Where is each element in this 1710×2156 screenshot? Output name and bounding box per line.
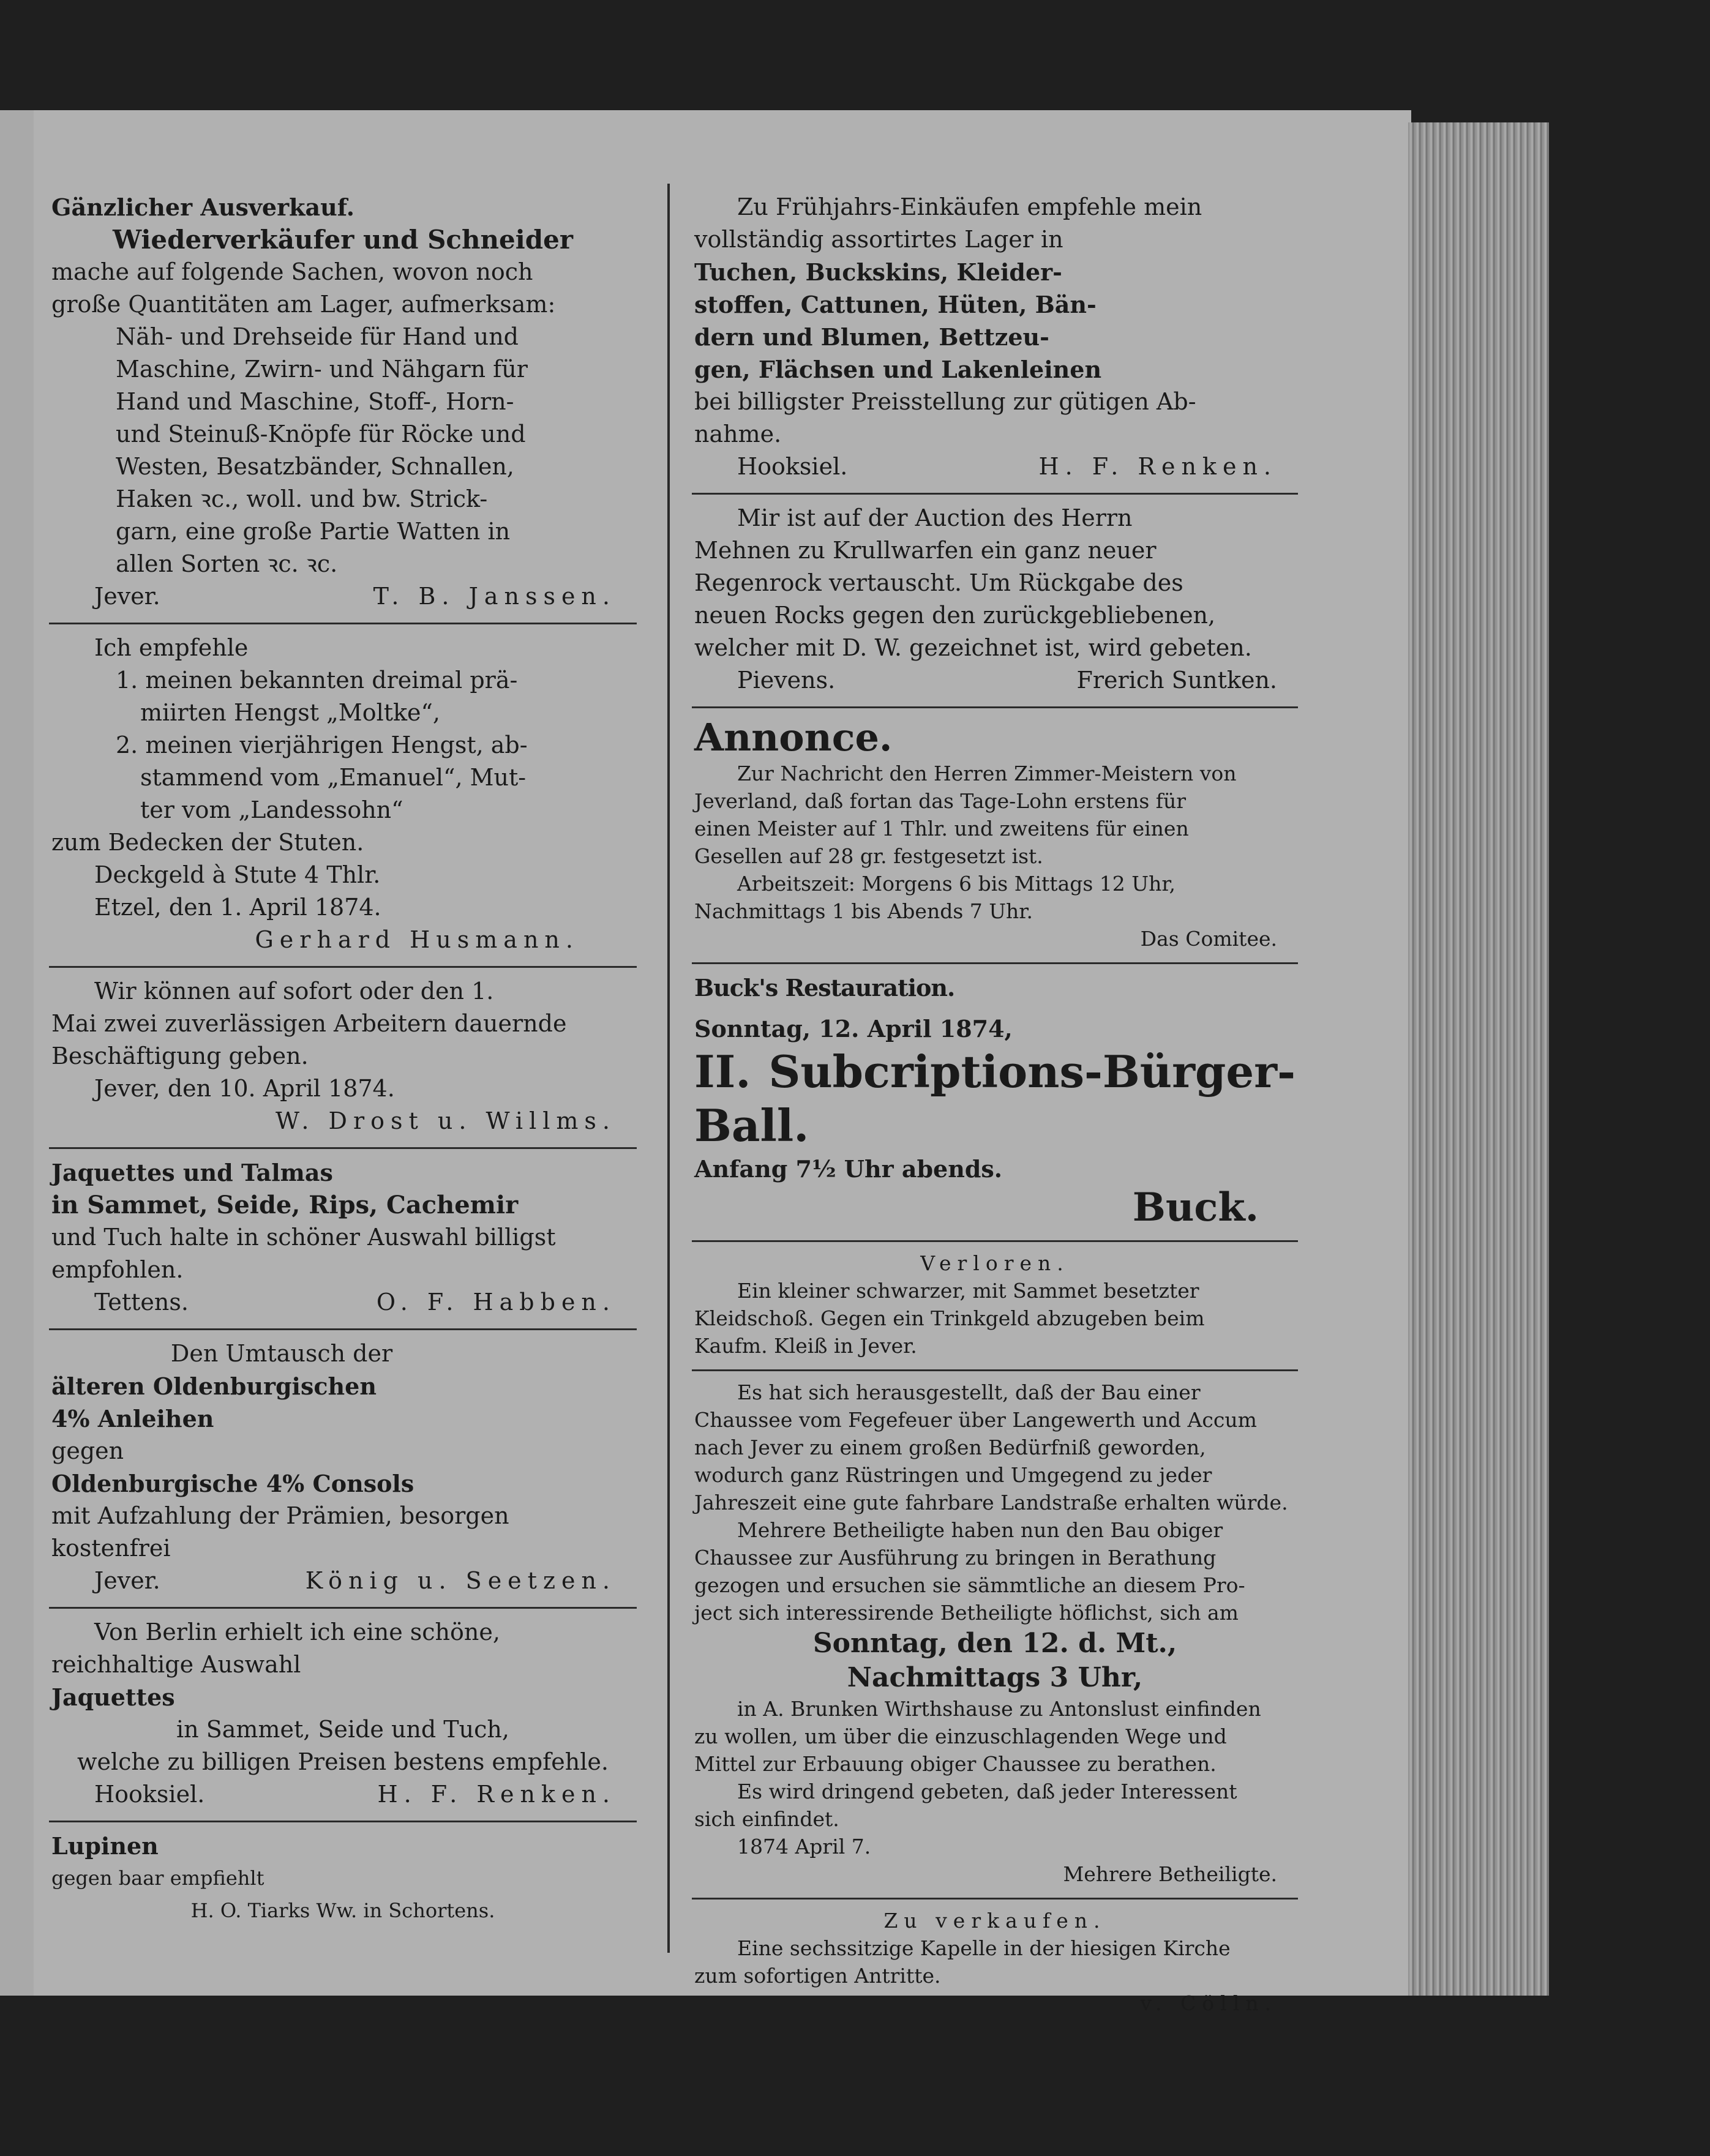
ad-line: Haken ꝛc., woll. und bw. Strick- [116,485,488,512]
ad-line: zu wollen, um über die einzuschlagenden Wege und [694,1724,1227,1748]
ad-signer: H. O. Tiarks Ww. in Schortens. [190,1899,495,1922]
ad-line: in Sammet, Seide und Tuch, [176,1716,509,1743]
ad-line: älteren Oldenburgischen [51,1372,377,1400]
ad-anleihen [49,1330,637,1609]
ad-bold-line: dern und Blumen, Bettzeu- [694,323,1049,351]
left-column [49,184,637,1937]
column-divider [667,184,670,1953]
ad-line: in A. Brunken Wirthshause zu Antonslust einfinden [737,1697,1261,1721]
ad-line: Den Umtausch der [170,1340,393,1367]
ad-line: Mittel zur Erbauung obiger Chaussee zu berathen. [694,1752,1217,1776]
ad-title: Zu verkaufen. [883,1909,1106,1933]
ad-line: 1. meinen bekannten dreimal prä- [116,667,518,694]
ad-line: allen Sorten ꝛc. ꝛc. [116,550,338,577]
ad-line: Es wird dringend gebeten, daß jeder Interessent [737,1780,1237,1803]
ad-date: 1874 April 7. [737,1835,871,1858]
ad-line: Ein kleiner schwarzer, mit Sammet besetzter [737,1279,1199,1303]
ad-event: II. Subcriptions-Bürger-Ball. [694,1046,1296,1151]
ad-signer: H. F. Renken. [377,1781,616,1808]
ad-signature [694,925,1296,953]
ad-place: Jever. [94,583,160,610]
ad-chaussee [692,1371,1298,1900]
ad-line: reichhaltige Auswahl [51,1651,301,1678]
ad-signer: Frerich Suntken. [1076,667,1277,694]
ad-line: Näh- und Drehseide für Hand und [116,323,519,350]
ad-line: Gesellen auf 28 gr. festgesetzt ist. [694,844,1043,868]
book-fore-edge [1408,122,1549,1996]
ad-zu-verkaufen [692,1900,1298,2027]
ad-line: kostenfrei [51,1535,171,1562]
ad-bold-line: Nachmittags 3 Uhr, [847,1662,1143,1693]
ad-title: Gänzlicher Ausverkauf. [51,193,354,221]
ad-signer: Mehrere Betheiligte. [1063,1862,1277,1886]
ad-line: Mir ist auf der Auction des Herrn [737,504,1133,531]
ad-line: Eine sechssitzige Kapelle in der hiesigen Kirche [737,1936,1231,1960]
ad-bold-line: gen, Flächsen und Lakenleinen [694,356,1102,383]
ad-line: neuen Rocks gegen den zurückgebliebenen, [694,602,1216,629]
ad-place: Hooksiel. [94,1781,205,1808]
ad-start: Anfang 7½ Uhr abends. [694,1155,1003,1183]
ad-signer: W. Drost u. Willms. [275,1107,616,1134]
ad-line: 4% Anleihen [51,1405,214,1432]
ad-line: gezogen und ersuchen sie sämmtliche an diesem Pro- [694,1573,1245,1597]
ad-line: welcher mit D. W. gezeichnet ist, wird gebeten. [694,634,1252,661]
ad-place: Tettens. [94,1289,189,1316]
ad-line: stammend vom „Emanuel“, Mut- [140,764,527,791]
ad-title: Verloren. [920,1251,1070,1275]
ad-signer: Gerhard Husmann. [255,926,579,953]
ad-line: Zur Nachricht den Herren Zimmer-Meistern von [737,762,1237,785]
ad-line: sich einfindet. [694,1807,839,1831]
ad-signature [694,664,1296,697]
ad-signature [694,451,1296,483]
ad-place: Hooksiel. [737,453,848,480]
ad-line: Mehrere Betheiligte haben nun den Bau obiger [737,1518,1223,1542]
ad-verloren [692,1242,1298,1371]
ad-signer: v. Cölln. [1140,1991,1277,2015]
ad-line: Chaussee vom Fegefeuer über Langewerth und Accum [694,1408,1257,1432]
ad-line: Es hat sich herausgestellt, daß der Bau einer [737,1380,1201,1404]
ad-signature [51,1778,634,1811]
ad-signature [694,1989,1296,2017]
ad-signature [51,1286,634,1319]
ad-line: Mehnen zu Krullwarfen ein ganz neuer [694,537,1157,564]
ad-line: einen Meister auf 1 Thlr. und zweitens für einen [694,817,1189,840]
ad-annonce [692,708,1298,964]
ad-signer: H. F. Renken. [1038,453,1277,480]
ad-line: mit Aufzahlung der Prämien, besorgen [51,1502,509,1529]
ad-signer: Buck. [1132,1185,1259,1230]
ad-title: Jaquettes und Talmas [51,1159,333,1186]
ad-line: Maschine, Zwirn- und Nähgarn für [116,356,528,383]
ad-line: vollständig assortirtes Lager in [694,226,1063,253]
ad-line: nahme. [694,421,782,447]
ad-line: wodurch ganz Rüstringen und Umgegend zu jeder [694,1463,1212,1487]
ad-jaquettes-berlin [49,1609,637,1822]
ad-line: 2. meinen vierjährigen Hengst, ab- [116,732,528,758]
ad-regenrock [692,495,1298,708]
ad-line: welche zu billigen Preisen bestens empfehle. [77,1748,609,1775]
right-column [692,184,1298,2027]
ad-line: Wir können auf sofort oder den 1. [94,978,494,1005]
ad-line: zum sofortigen Antritte. [694,1964,941,1988]
ad-line: Jever, den 10. April 1874. [94,1075,395,1102]
ad-bold-line: Tuchen, Buckskins, Kleider- [694,258,1062,286]
ad-bold-line: stoffen, Cattunen, Hüten, Bän- [694,291,1097,318]
ad-line: Ich empfehle [94,634,249,661]
ad-line: Etzel, den 1. April 1874. [94,894,381,921]
ad-signer: König u. Seetzen. [305,1567,616,1594]
ad-line: Kaufm. Kleiß in Jever. [694,1334,917,1358]
ad-signer: Das Comitee. [1140,927,1277,951]
ad-signature [51,580,634,613]
ad-place: Jever. [94,1567,160,1594]
ad-line: Mai zwei zuverlässigen Arbeitern dauernde [51,1010,567,1037]
previous-page-edge [0,110,34,1996]
ad-line: Deckgeld à Stute 4 Thlr. [94,861,381,888]
ad-line: Jeverland, daß fortan das Tage-Lohn erstens für [694,789,1187,813]
ad-title: Buck's Restauration. [694,974,955,1001]
ad-signature [694,1860,1296,1888]
ad-jaquettes-talmas [49,1149,637,1330]
ad-line: nach Jever zu einem großen Bedürfniß geworden, [694,1435,1206,1459]
ad-signer: T. B. Janssen. [373,583,616,610]
ad-line: Beschäftigung geben. [51,1042,309,1069]
ad-line: miirten Hengst „Moltke“, [140,699,441,726]
ad-line: zum Bedecken der Stuten. [51,829,364,856]
ad-line: in Sammet, Seide, Rips, Cachemir [51,1191,519,1219]
ad-line: empfohlen. [51,1256,184,1283]
ad-line: ter vom „Landessohn“ [140,796,403,823]
ad-line: Hand und Maschine, Stoff-, Horn- [116,388,514,415]
ad-line: ject sich interessirende Betheiligte höflichst, sich am [694,1601,1239,1625]
ad-line: und Tuch halte in schöner Auswahl billigst [51,1224,556,1251]
ad-signature [51,1565,634,1597]
ad-ausverkauf [49,184,637,624]
ad-date: Sonntag, 12. April 1874, [694,1015,1013,1042]
ad-line: Chaussee zur Ausführung zu bringen in Berathung [694,1546,1217,1570]
ad-place: Pievens. [737,667,836,694]
ad-arbeiter [49,968,637,1149]
ad-hengst [49,624,637,968]
ad-line: Kleidschoß. Gegen ein Trinkgeld abzugeben beim [694,1306,1205,1330]
ad-line: gegen baar empfiehlt [51,1866,264,1890]
ad-buck [692,964,1298,1242]
ad-fruehjahr [692,184,1298,495]
ad-line: Regenrock vertauscht. Um Rückgabe des [694,569,1183,596]
ad-bold-line: Sonntag, den 12. d. Mt., [812,1628,1177,1659]
ad-subtitle: Wiederverkäufer und Schneider [113,225,573,255]
ad-signature [51,1105,634,1137]
ad-title: Lupinen [51,1832,159,1860]
ad-line: mache auf folgende Sachen, wovon noch [51,258,533,285]
ad-line: Von Berlin erhielt ich eine schöne, [94,1619,500,1645]
ad-line: und Steinuß-Knöpfe für Röcke und [116,421,526,447]
ad-signature [51,924,634,956]
ad-lupinen [49,1822,637,1937]
ad-line: bei billigster Preisstellung zur gütigen Ab- [694,388,1196,415]
ad-signer: O. F. Habben. [376,1289,616,1316]
ad-line: garn, eine große Partie Watten in [116,518,511,545]
ad-line: gegen [51,1437,124,1464]
ad-line: Oldenburgische 4% Consols [51,1470,414,1497]
ad-line: Westen, Besatzbänder, Schnallen, [116,453,514,480]
ad-line: Zu Frühjahrs-Einkäufen empfehle mein [737,193,1202,220]
ad-line: Nachmittags 1 bis Abends 7 Uhr. [694,899,1033,923]
ad-title: Jaquettes [51,1683,175,1711]
ad-line: große Quantitäten am Lager, aufmerksam: [51,291,556,318]
ad-line: Arbeitszeit: Morgens 6 bis Mittags 12 Uhr, [737,872,1176,896]
ad-title: Annonce. [694,715,893,760]
ad-line: Jahreszeit eine gute fahrbare Landstraße erhalten würde. [694,1491,1288,1514]
